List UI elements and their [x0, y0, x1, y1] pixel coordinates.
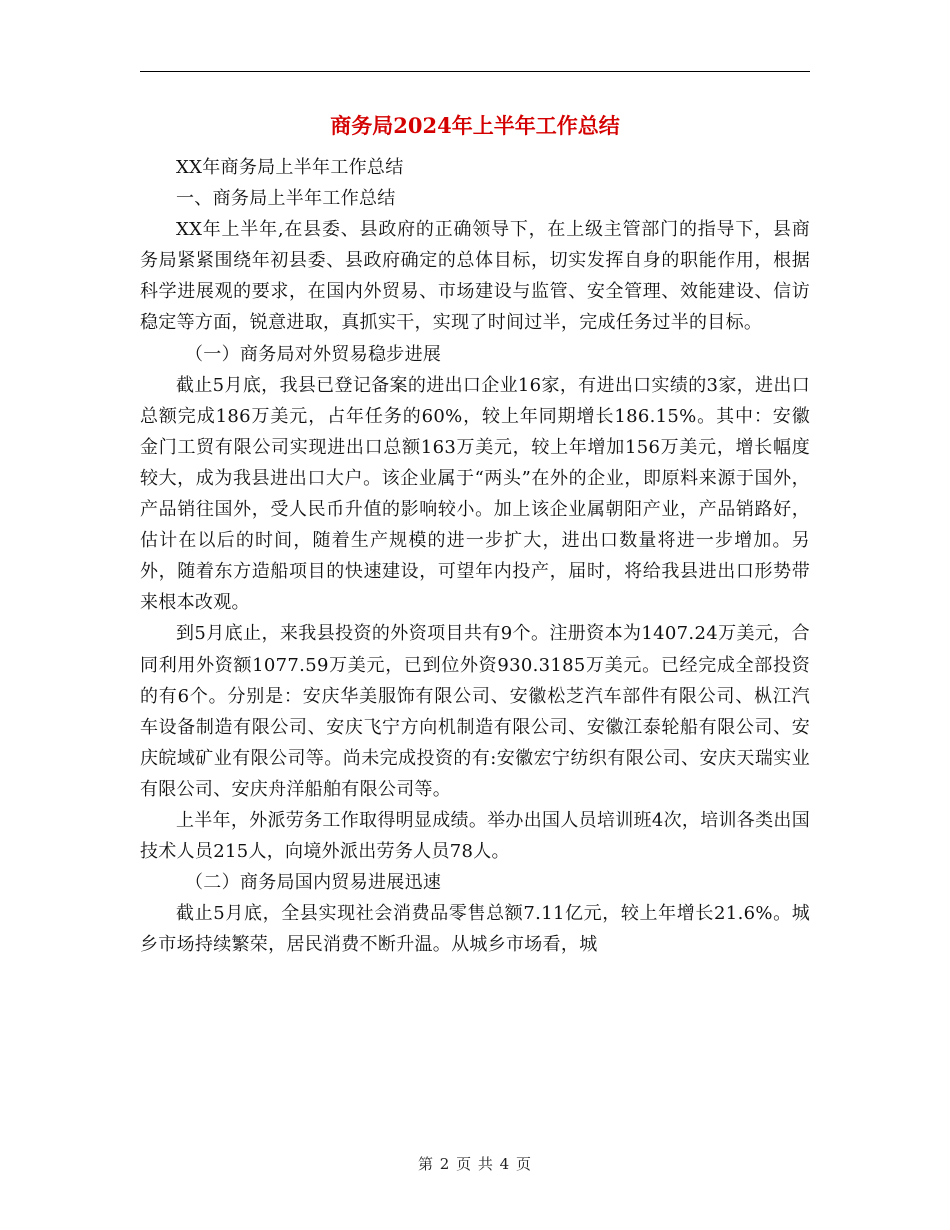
- paragraph-labor-export: 上半年，外派劳务工作取得明显成绩。举办出国人员培训班4次，培训各类出国技术人员215人，向境外派出劳务人员78人。: [140, 809, 810, 863]
- document-title: 商务局2024年上半年工作总结: [330, 113, 620, 138]
- paragraph-foreign-investment: 到5月底止，来我县投资的外资项目共有9个。注册资本为1407.24万美元，合同利用外资额1077.59万美元，已到位外资930.3185万美元。已经完成全部投资的有6个。分别是：安庆华美服饰有限公司、安徽松芝汽车部件有限公司、枞江汽车设备制造有限公司、安庆飞宁方向机制造有限公司、安徽江泰轮船有限公司、安庆皖域矿业有限公司等。尚未完成投资的有:安徽宏宁纺织有限公司、安庆天瑞实业有限公司、安庆舟洋船舶有限公司等。: [140, 623, 810, 800]
- header-rule: [140, 71, 810, 72]
- paragraph-import-export: 截止5月底，我县已登记备案的进出口企业16家，有进出口实绩的3家，进出口总额完成186万美元，占年任务的60%，较上年同期增长186.15%。其中：安徽金门工贸有限公司实现进出口总额163万美元，较上年增加156万美元，增长幅度较大，成为我县进出口大户。该企业属于“两头”在外的企业，即原料来源于国外，产品销往国外，受人民币升值的影响较小。加上该企业属朝阳产业，产品销路好，估计在以后的时间，随着生产规模的进一步扩大，进出口数量将进一步增加。另外，随着东方造船项目的快速建设，可望年内投产，届时，将给我县进出口形势带来根本改观。: [140, 374, 810, 614]
- subsection-heading-domestic-trade: （二）商务局国内贸易进展迅速: [185, 872, 442, 894]
- paragraph-intro-heading: XX年商务局上半年工作总结: [176, 157, 404, 178]
- paragraph-retail-sales: 截止5月底，全县实现社会消费品零售总额7.11亿元，较上年增长21.6%。城乡市场持续繁荣，居民消费不断升温。从城乡市场看，城: [140, 903, 810, 956]
- subsection-heading-foreign-trade: （一）商务局对外贸易稳步进展: [185, 343, 442, 365]
- page-number: 第 2 页 共 4 页: [418, 1155, 532, 1173]
- document-body: [140, 152, 810, 960]
- section-heading-1: 一、商务局上半年工作总结: [176, 188, 396, 210]
- paragraph-overview: XX年上半年,在县委、县政府的正确领导下，在上级主管部门的指导下，县商务局紧紧围绕年初县委、县政府确定的总体目标，切实发挥自身的职能作用，根据科学进展观的要求，在国内外贸易、市场建设与监管、安全管理、效能建设、信访稳定等方面，锐意进取，真抓实干，实现了时间过半，完成任务过半的目标。: [140, 219, 810, 334]
